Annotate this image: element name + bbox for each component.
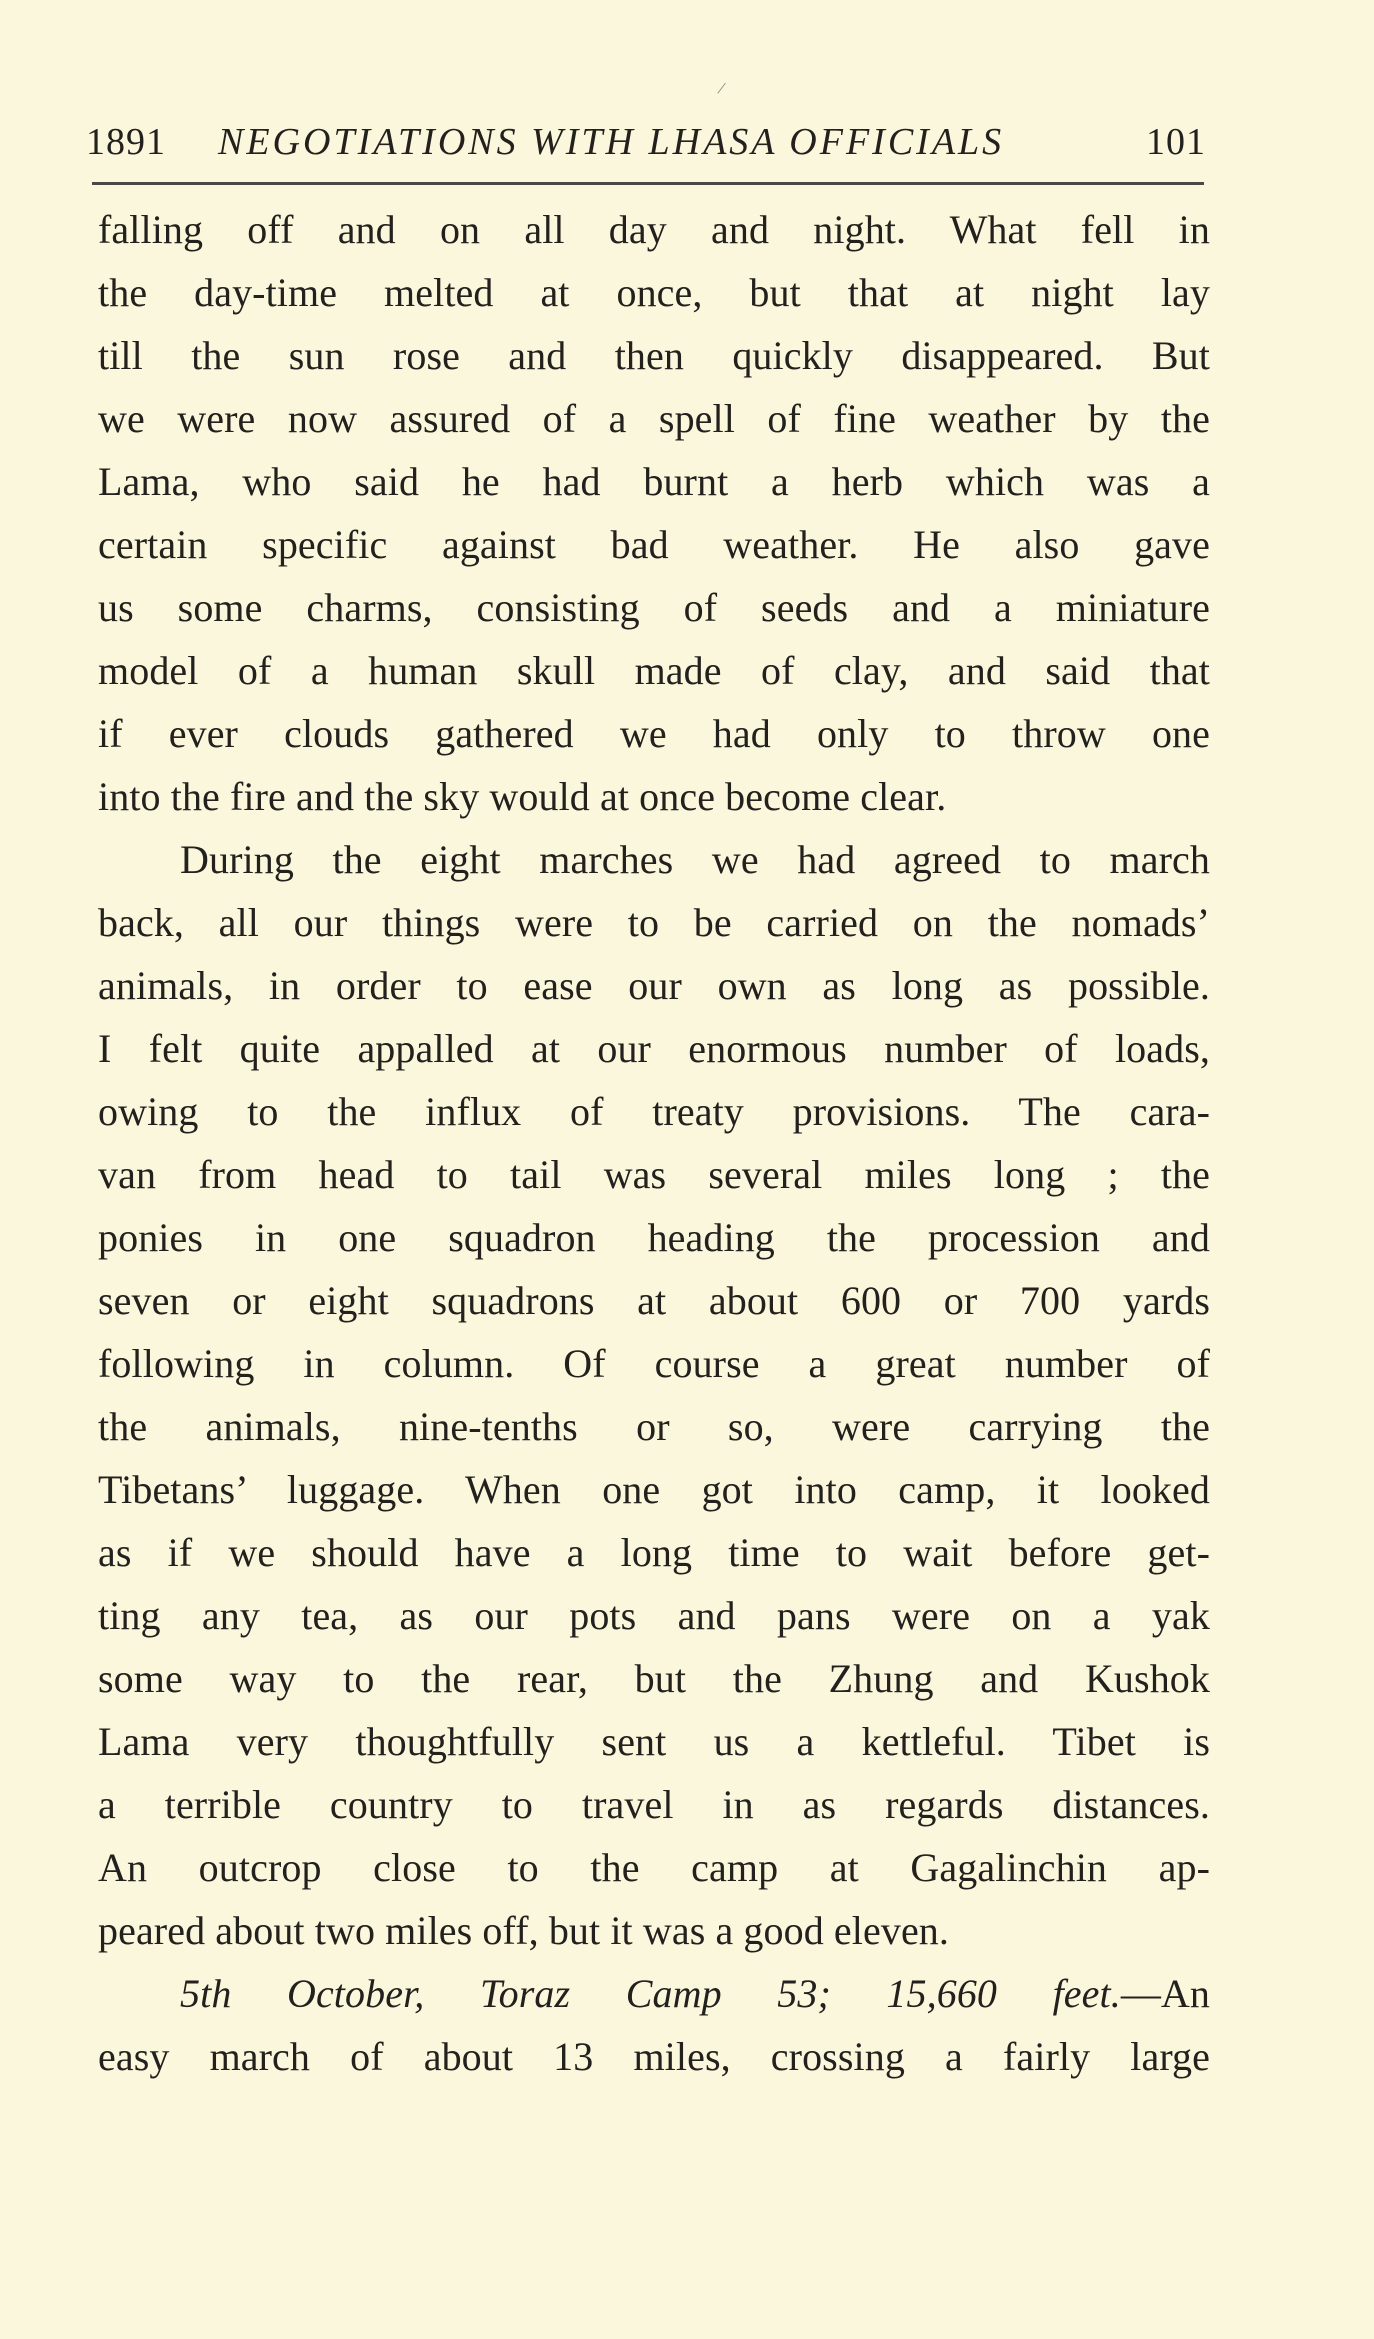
date-entry-italic: 5th October, Toraz Camp 53; 15,660 feet. <box>180 1971 1121 2016</box>
text-line-16: van from head to tail was several miles long ; the <box>98 1152 1210 1197</box>
body-text <box>98 198 1210 2088</box>
running-head <box>86 106 1206 178</box>
text-line-1: falling off and on all day and night. What fell in <box>98 207 1210 252</box>
text-line-7: us some charms, consisting of seeds and a miniature <box>98 585 1210 630</box>
text-line-9: if ever clouds gathered we had only to throw one <box>98 711 1210 756</box>
text-line-24: some way to the rear, but the Zhung and Kushok <box>98 1656 1210 1701</box>
header-rule <box>92 182 1204 185</box>
text-line-21: Tibetans’ luggage. When one got into camp, it looked <box>98 1467 1210 1512</box>
text-line-5: Lama, who said he had burnt a herb which was a <box>98 459 1210 504</box>
stray-pencil-mark: / <box>716 77 728 99</box>
text-line-26: a terrible country to travel in as regards distances. <box>98 1782 1210 1827</box>
text-line-19: following in column. Of course a great number of <box>98 1341 1210 1386</box>
text-line-13: animals, in order to ease our own as long as possible. <box>98 963 1210 1008</box>
date-entry-line <box>98 1962 1210 2025</box>
text-line-27: An outcrop close to the camp at Gagalinchin ap- <box>98 1845 1210 1890</box>
text-line-25: Lama very thoughtfully sent us a kettleful. Tibet is <box>98 1719 1210 1764</box>
text-line-18: seven or eight squadrons at about 600 or 700 yards <box>98 1278 1210 1323</box>
text-line-30: easy march of about 13 miles, crossing a fairly large <box>98 2034 1210 2079</box>
text-line-8: model of a human skull made of clay, and said that <box>98 648 1210 693</box>
text-line-17: ponies in one squadron heading the procession and <box>98 1215 1210 1260</box>
text-line-15: owing to the influx of treaty provisions. The cara- <box>98 1089 1210 1134</box>
text-line-14: I felt quite appalled at our enormous number of loads, <box>98 1026 1210 1071</box>
header-title: NEGOTIATIONS WITH LHASA OFFICIALS <box>218 121 1005 163</box>
text-line-12: back, all our things were to be carried on the nomads’ <box>98 900 1210 945</box>
page-number: 101 <box>1146 121 1206 163</box>
text-line-22: as if we should have a long time to wait before get- <box>98 1530 1210 1575</box>
text-line-2: the day-time melted at once, but that at night lay <box>98 270 1210 315</box>
text-line-23: ting any tea, as our pots and pans were on a yak <box>98 1593 1210 1638</box>
header-year: 1891 <box>86 121 166 163</box>
text-line-11: During the eight marches we had agreed to march <box>180 837 1210 882</box>
text-line-4: we were now assured of a spell of fine weather by the <box>98 396 1210 441</box>
text-line-6: certain specific against bad weather. He also gave <box>98 522 1210 567</box>
text-line-10: into the fire and the sky would at once become clear. <box>98 774 947 819</box>
text-line-28: peared about two miles off, but it was a good eleven. <box>98 1908 950 1953</box>
text-line-20: the animals, nine-tenths or so, were carrying the <box>98 1404 1210 1449</box>
date-entry-roman: —An <box>1120 1971 1210 2016</box>
text-line-3: till the sun rose and then quickly disappeared. But <box>98 333 1210 378</box>
